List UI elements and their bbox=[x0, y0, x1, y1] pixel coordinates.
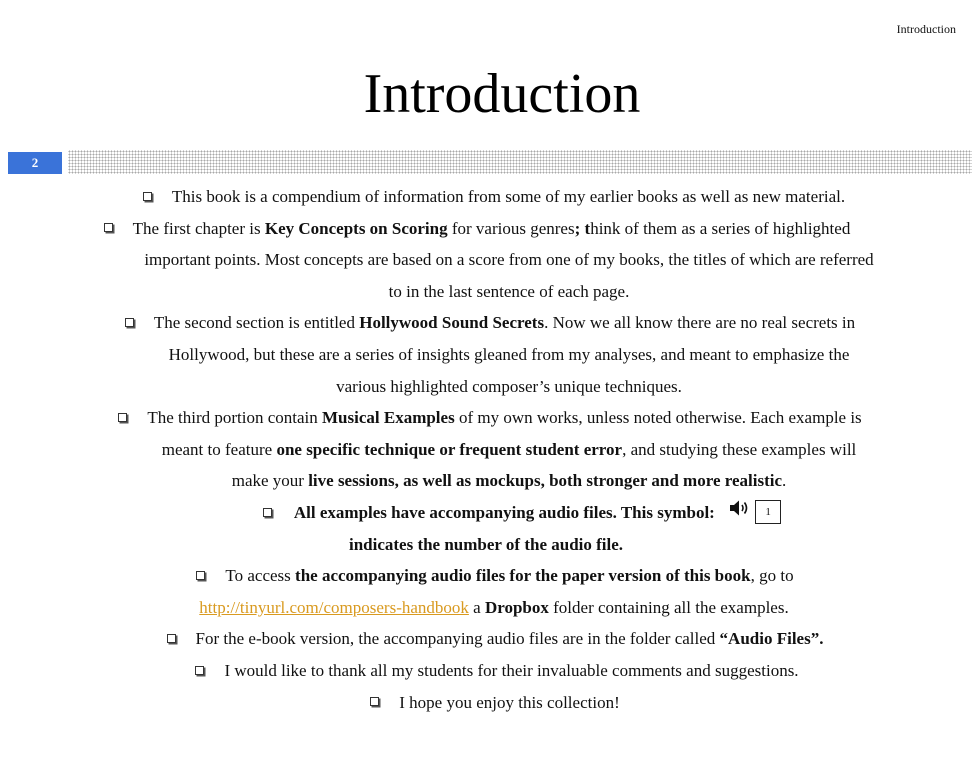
square-bullet-icon bbox=[125, 318, 134, 327]
list-item-continuation: indicates the number of the audio file. bbox=[348, 534, 624, 554]
square-bullet-icon bbox=[263, 508, 272, 517]
list-item-continuation: to in the last sentence of each page. bbox=[388, 281, 630, 301]
list-item: All examples have accompanying audio files. This symbol: 1 bbox=[0, 497, 980, 529]
list-item: This book is a compendium of information from some of my earlier books as well as new material. bbox=[0, 181, 980, 213]
square-bullet-icon bbox=[104, 223, 113, 232]
page-number-badge: 2 bbox=[8, 152, 62, 174]
header-rule-band bbox=[68, 150, 972, 174]
bullet-list bbox=[0, 181, 980, 718]
list-item-continuation: meant to feature one specific technique or frequent student error, and studying these examples will bbox=[161, 439, 857, 459]
list-item: The second section is entitled Hollywood Sound Secrets. Now we all know there are no real secrets in bbox=[0, 307, 980, 339]
list-item-continuation: make your live sessions, as well as mockups, both stronger and more realistic. bbox=[231, 471, 787, 491]
list-item: I hope you enjoy this collection! bbox=[0, 687, 980, 719]
square-bullet-icon bbox=[370, 697, 379, 706]
running-head: Introduction bbox=[896, 22, 956, 36]
list-item-continuation: Hollywood, but these are a series of insights gleaned from my analyses, and meant to emphasize the bbox=[168, 344, 850, 364]
audio-files-link[interactable]: http://tinyurl.com/composers-handbook bbox=[199, 597, 469, 617]
list-item: I would like to thank all my students for their invaluable comments and suggestions. bbox=[0, 655, 980, 687]
audio-number-box: 1 bbox=[755, 500, 781, 524]
list-item-continuation: important points. Most concepts are based on a score from one of my books, the titles of which are referred bbox=[144, 250, 874, 270]
list-item: To access the accompanying audio files for the paper version of this book, go to bbox=[0, 560, 980, 592]
list-item-continuation: various highlighted composer’s unique techniques. bbox=[336, 376, 682, 396]
square-bullet-icon bbox=[196, 571, 205, 580]
square-bullet-icon bbox=[167, 634, 176, 643]
list-item: The third portion contain Musical Examples of my own works, unless noted otherwise. Each example is bbox=[0, 402, 980, 434]
square-bullet-icon bbox=[118, 413, 127, 422]
list-item-continuation: http://tinyurl.com/composers-handbook a Dropbox folder containing all the examples. bbox=[199, 597, 789, 617]
page-title: Introduction bbox=[363, 63, 641, 125]
list-item: The first chapter is Key Concepts on Scoring for various genres; think of them as a series of highlighted bbox=[0, 213, 980, 245]
list-item: For the e-book version, the accompanying audio files are in the folder called “Audio Files”. bbox=[0, 623, 980, 655]
square-bullet-icon bbox=[143, 192, 152, 201]
speaker-icon bbox=[729, 496, 751, 528]
square-bullet-icon bbox=[195, 666, 204, 675]
